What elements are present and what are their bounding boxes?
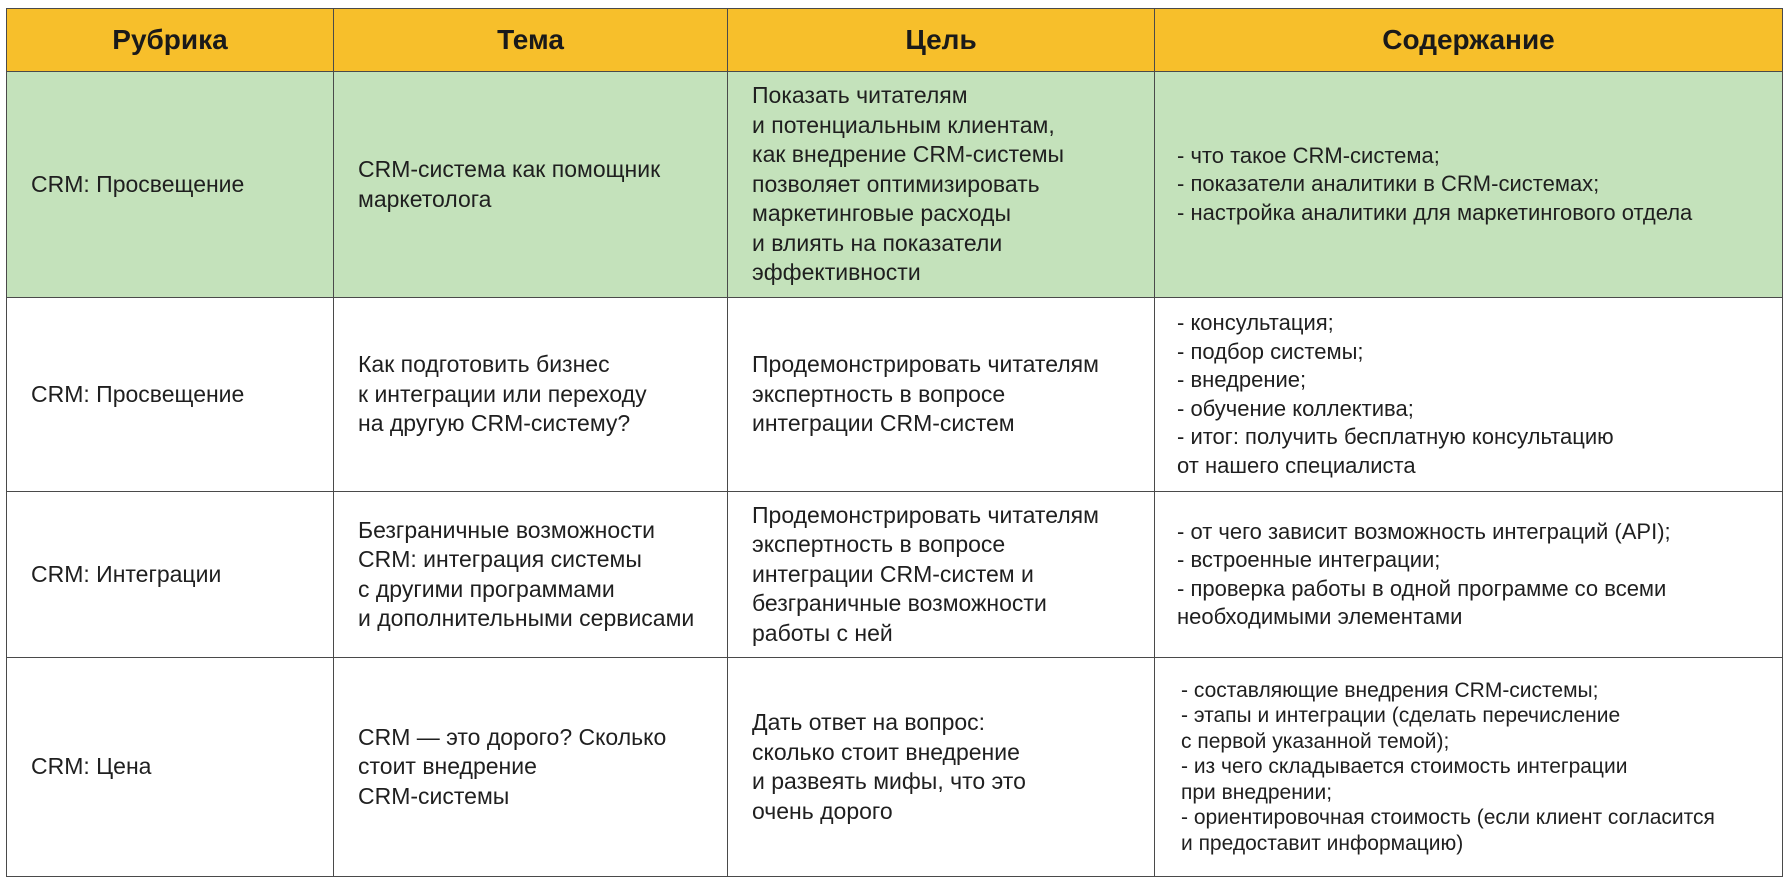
goal-cell: Продемонстрировать читателям экспертность в вопросе интеграции CRM-систем и безграничные возможности работы с ней xyxy=(728,492,1155,658)
content-cell: - от чего зависит возможность интеграций (API); - встроенные интеграции; - проверка работы в одной программе со всеми необходимыми элементами xyxy=(1155,492,1783,658)
rubric-cell: CRM: Просвещение xyxy=(7,72,334,298)
goal-cell: Показать читателям и потенциальным клиентам, как внедрение CRM-системы позволяет оптимизировать маркетинговые расходы и влиять на показатели эффективности xyxy=(728,72,1155,298)
rubric-cell: CRM: Интеграции xyxy=(7,492,334,658)
goal-cell: Продемонстрировать читателям экспертность в вопросе интеграции CRM-систем xyxy=(728,298,1155,492)
content-plan-table xyxy=(6,8,1783,877)
rubric-cell: CRM: Цена xyxy=(7,658,334,877)
table-row xyxy=(7,298,1783,492)
theme-cell: Как подготовить бизнес к интеграции или переходу на другую CRM-систему? xyxy=(334,298,728,492)
rubric-cell: CRM: Просвещение xyxy=(7,298,334,492)
content-cell: - что такое CRM-система; - показатели аналитики в CRM-системах; - настройка аналитики для маркетингового отдела xyxy=(1155,72,1783,298)
content-cell: - составляющие внедрения CRM-системы; - этапы и интеграции (сделать перечисление с первой указанной темой); - из чего складывается стоимость интеграции при внедрении; - ориентировочная стоимость (если клиент согласится и предоставит информацию) xyxy=(1155,658,1783,877)
theme-cell: Безграничные возможности CRM: интеграция системы с другими программами и дополнительными сервисами xyxy=(334,492,728,658)
goal-cell: Дать ответ на вопрос: сколько стоит внедрение и развеять мифы, что это очень дорого xyxy=(728,658,1155,877)
theme-cell: CRM — это дорого? Сколько стоит внедрение CRM-системы xyxy=(334,658,728,877)
header-theme: Тема xyxy=(334,9,728,72)
theme-cell: CRM-система как помощник маркетолога xyxy=(334,72,728,298)
header-content: Содержание xyxy=(1155,9,1783,72)
content-cell: - консультация; - подбор системы; - внедрение; - обучение коллектива; - итог: получить бесплатную консультацию от нашего специалиста xyxy=(1155,298,1783,492)
header-row xyxy=(7,9,1783,72)
header-goal: Цель xyxy=(728,9,1155,72)
header-rubric: Рубрика xyxy=(7,9,334,72)
table-row xyxy=(7,658,1783,877)
table-row xyxy=(7,72,1783,298)
table-row xyxy=(7,492,1783,658)
